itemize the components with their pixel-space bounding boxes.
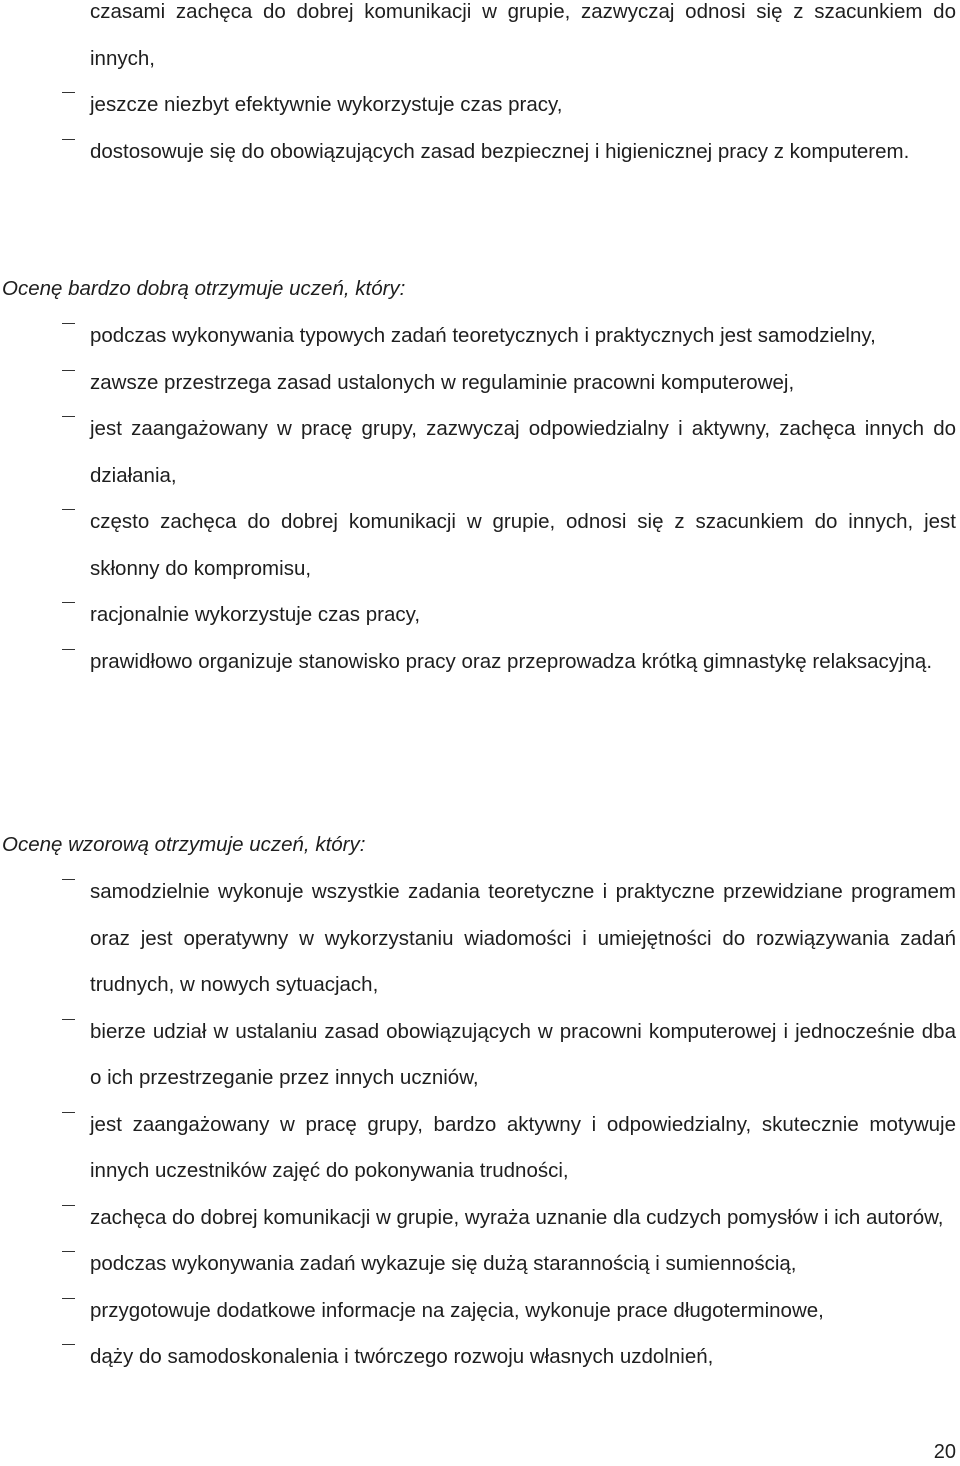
list-item: czasami zachęca do dobrej komunikacji w grupie, zazwyczaj odnosi się z szacunkiem do innych, (0, 0, 960, 82)
list-item: podczas wykonywania typowych zadań teoretycznych i praktycznych jest samodzielny, (0, 313, 960, 360)
list-item: dostosowuje się do obowiązujących zasad bezpiecznej i higienicznej pracy z komputerem. (0, 129, 960, 176)
list-item: dąży do samodoskonalenia i twórczego rozwoju własnych uzdolnień, (0, 1334, 960, 1381)
list-item: zachęca do dobrej komunikacji w grupie, wyraża uznanie dla cudzych pomysłów i ich autorów, (0, 1195, 960, 1242)
dash-bullet-icon (62, 1288, 76, 1335)
list-item: jeszcze niezbyt efektywnie wykorzystuje czas pracy, (0, 82, 960, 129)
list-item: zawsze przestrzega zasad ustalonych w regulaminie pracowni komputerowej, (0, 360, 960, 407)
dash-bullet-icon (62, 1334, 76, 1381)
dash-bullet-icon (62, 129, 76, 176)
list-item: bierze udział w ustalaniu zasad obowiązujących w pracowni komputerowej i jednocześnie dba o ich przestrzeganie przez innych uczniów, (0, 1009, 960, 1102)
dash-bullet-icon (62, 592, 76, 639)
dash-bullet-icon (62, 406, 76, 453)
grade-very-good-heading: Ocenę bardzo dobrą otrzymuje uczeń, który: (2, 277, 406, 300)
list-item: podczas wykonywania zadań wykazuje się dużą starannością i sumiennością, (0, 1241, 960, 1288)
list-item: przygotowuje dodatkowe informacje na zajęcia, wykonuje prace długoterminowe, (0, 1288, 960, 1335)
dash-bullet-icon (62, 1102, 76, 1149)
page-number: 20 (933, 1441, 956, 1463)
dash-bullet-icon (62, 1195, 76, 1242)
grade-exemplary-heading: Ocenę wzorową otrzymuje uczeń, który: (2, 833, 366, 856)
dash-bullet-icon (62, 499, 76, 546)
dash-bullet-icon (62, 0, 76, 36)
list-item: prawidłowo organizuje stanowisko pracy oraz przeprowadza krótką gimnastykę relaksacyjną. (0, 639, 960, 686)
list-item: samodzielnie wykonuje wszystkie zadania teoretyczne i praktyczne przewidziane programem oraz jest operatywny w wykorzystaniu wiadomości i umiejętności do rozwiązywania zadań trudnych, w nowych sytuacjach, (0, 869, 960, 1009)
dash-bullet-icon (62, 1241, 76, 1288)
criteria-list-previous (0, 0, 960, 175)
dash-bullet-icon (62, 639, 76, 686)
dash-bullet-icon (62, 1009, 76, 1056)
list-item: jest zaangażowany w pracę grupy, zazwyczaj odpowiedzialny i aktywny, zachęca innych do działania, (0, 406, 960, 499)
list-item: często zachęca do dobrej komunikacji w grupie, odnosi się z szacunkiem do innych, jest skłonny do kompromisu, (0, 499, 960, 592)
criteria-list-exemplary (0, 869, 960, 1381)
dash-bullet-icon (62, 360, 76, 407)
list-item: jest zaangażowany w pracę grupy, bardzo aktywny i odpowiedzialny, skutecznie motywuje innych uczestników zajęć do pokonywania trudności, (0, 1102, 960, 1195)
list-item: racjonalnie wykorzystuje czas pracy, (0, 592, 960, 639)
dash-bullet-icon (62, 82, 76, 129)
dash-bullet-icon (62, 313, 76, 360)
dash-bullet-icon (62, 869, 76, 916)
criteria-list-very-good (0, 313, 960, 685)
